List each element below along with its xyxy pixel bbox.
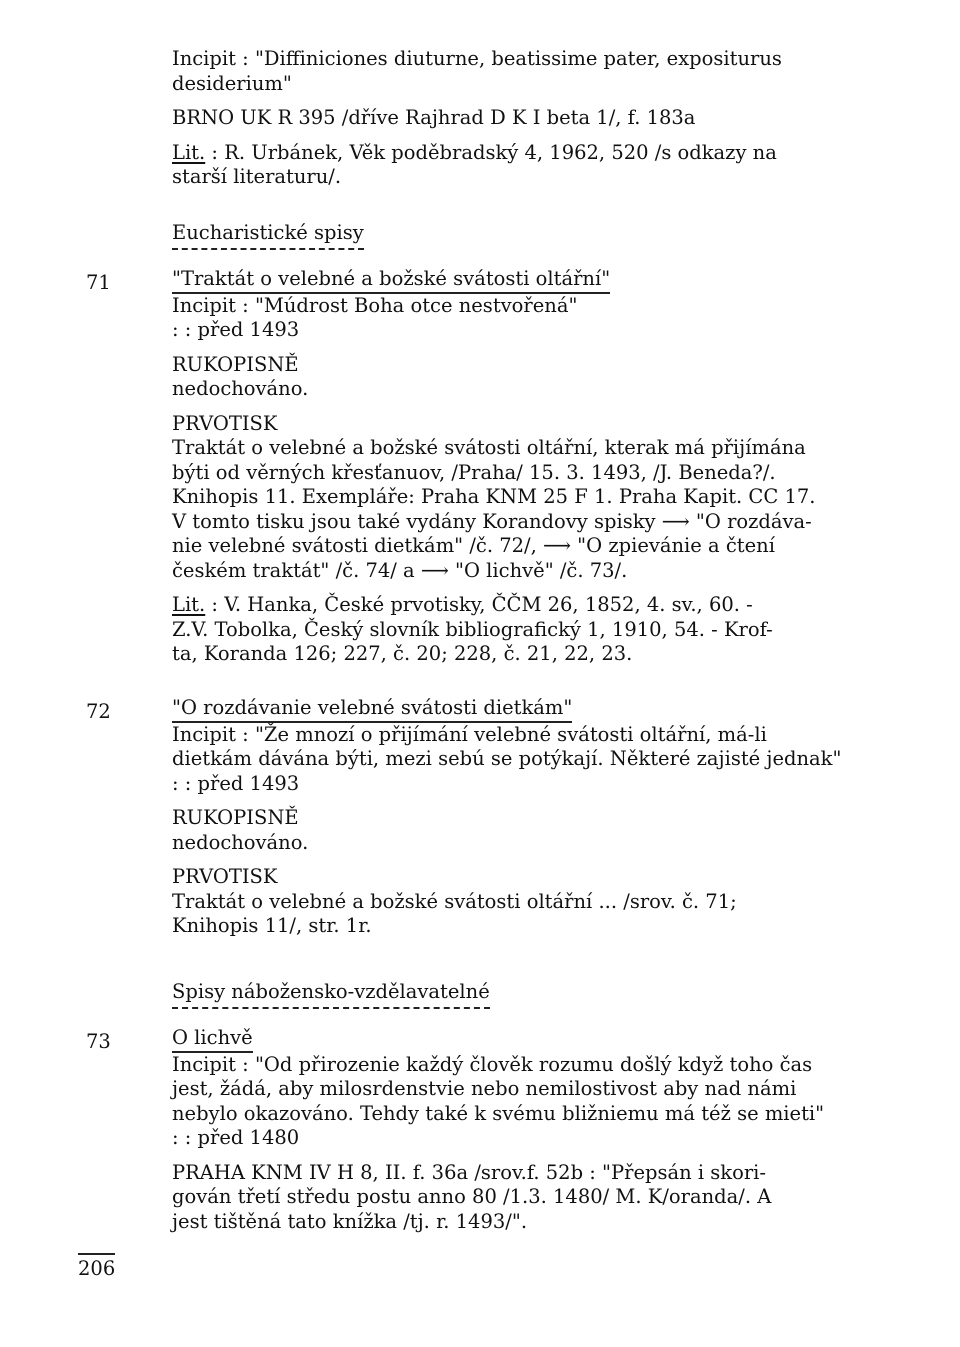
manuscript-line: jest tištěná tato knížka /tj. r. 1493/". [172, 1209, 528, 1233]
section-heading-block [172, 221, 892, 250]
literature-line: Z.V. Tobolka, Český slovník bibliografický 1, 1910, 54. - Krof- [172, 617, 773, 641]
entry-title: "O rozdávanie velebné svátosti dietkám" [172, 696, 572, 723]
incipit-line: Incipit : "Od přirozenie každý člověk rozumu došlý když toho čas [172, 1052, 813, 1076]
literature-label: Lit. [172, 593, 206, 616]
entry-title: O lichvě [172, 1026, 253, 1053]
manuscript-label: RUKOPISNĚ [172, 806, 299, 829]
print-line: nie velebné svátosti dietkám" /č. 72/, ⟶ "O zpievánie a čtení [172, 534, 775, 557]
top-entry [172, 47, 892, 190]
print-line: býti od věrných křesťanuov, /Praha/ 15. 3. 1493, /J. Beneda?/. [172, 460, 776, 484]
date-line: : : před 1493 [172, 318, 300, 341]
incipit-line: desiderium" [172, 71, 292, 95]
entry-73 [172, 1026, 892, 1234]
literature-label: Lit. [172, 140, 206, 164]
print-line: V tomto tisku jsou také vydány Korandovy spisky ⟶ "O rozdáva- [172, 509, 812, 533]
section-heading-block [172, 980, 892, 1009]
incipit-line: Incipit : "Že mnozí o přijímání velebné svátosti oltářní, má-li [172, 722, 767, 746]
manuscript-label: RUKOPISNĚ [172, 352, 299, 376]
literature-text: : V. Hanka, České prvotisky, ČČM 26, 1852, 4. sv., 60. - [205, 593, 753, 616]
incipit-line: Incipit : "Diffiniciones diuturne, beatissime pater, expositurus [172, 47, 782, 70]
print-line: českém traktát" /č. 74/ a ⟶ "O lichvě" /č. 73/. [172, 558, 628, 582]
page-number: 206 [78, 1253, 115, 1282]
manuscript-value: nedochováno. [172, 830, 309, 854]
incipit-line: Incipit : "Múdrost Boha otce nestvořená" [172, 293, 578, 317]
section-heading: Eucharistické spisy [172, 221, 364, 250]
entry-number: 73 [86, 1030, 111, 1053]
entry-72 [172, 696, 892, 939]
entry-71 [172, 267, 892, 667]
date-line: : : před 1493 [172, 771, 300, 795]
literature-line [172, 593, 892, 618]
incipit-line: dietkám dávána býti, mezi sebú se potýkají. Některé zajisté jednak" [172, 747, 842, 770]
literature-text: : R. Urbánek, Věk poděbradský 4, 1962, 520 /s odkazy na [205, 140, 777, 164]
manuscript-value: nedochováno. [172, 377, 309, 400]
literature-line: starší literaturu/. [172, 165, 342, 188]
entry-number: 72 [86, 700, 111, 723]
entry-number: 71 [86, 271, 111, 294]
entry-title: "Traktát o velebné a božské svátosti oltářní" [172, 267, 610, 294]
print-line: Traktát o velebné a božské svátosti oltářní ... /srov. č. 71; [172, 889, 737, 913]
manuscript-line: gován třetí středu postu anno 80 /1.3. 1480/ M. K/oranda/. A [172, 1185, 772, 1208]
manuscript-line: PRAHA KNM IV H 8, II. f. 36a /srov.f. 52b : "Přepsán i skori- [172, 1160, 767, 1184]
literature-line: ta, Koranda 126; 227, č. 20; 228, č. 21, 22, 23. [172, 642, 633, 665]
print-line: Traktát o velebné a božské svátosti oltářní, kterak má přijímána [172, 436, 806, 459]
incipit-line: jest, žádá, aby milosrdenstvie nebo nemilostivost aby nad námi [172, 1077, 797, 1100]
print-line: Knihopis 11/, str. 1r. [172, 914, 372, 937]
literature-line [172, 141, 892, 166]
manuscript-signature: BRNO UK R 395 /dříve Rajhrad D K I beta 1/, f. 183a [172, 106, 696, 129]
print-label: PRVOTISK [172, 411, 278, 435]
incipit-line: nebylo okazováno. Tehdy také k svému bližniemu má též se mieti" [172, 1101, 825, 1125]
print-line: Knihopis 11. Exempláře: Praha KNM 25 F 1. Praha Kapit. CC 17. [172, 485, 816, 508]
print-label: PRVOTISK [172, 865, 278, 888]
date-line: : : před 1480 [172, 1126, 300, 1149]
section-heading: Spisy nábožensko-vzdělavatelné [172, 980, 490, 1009]
